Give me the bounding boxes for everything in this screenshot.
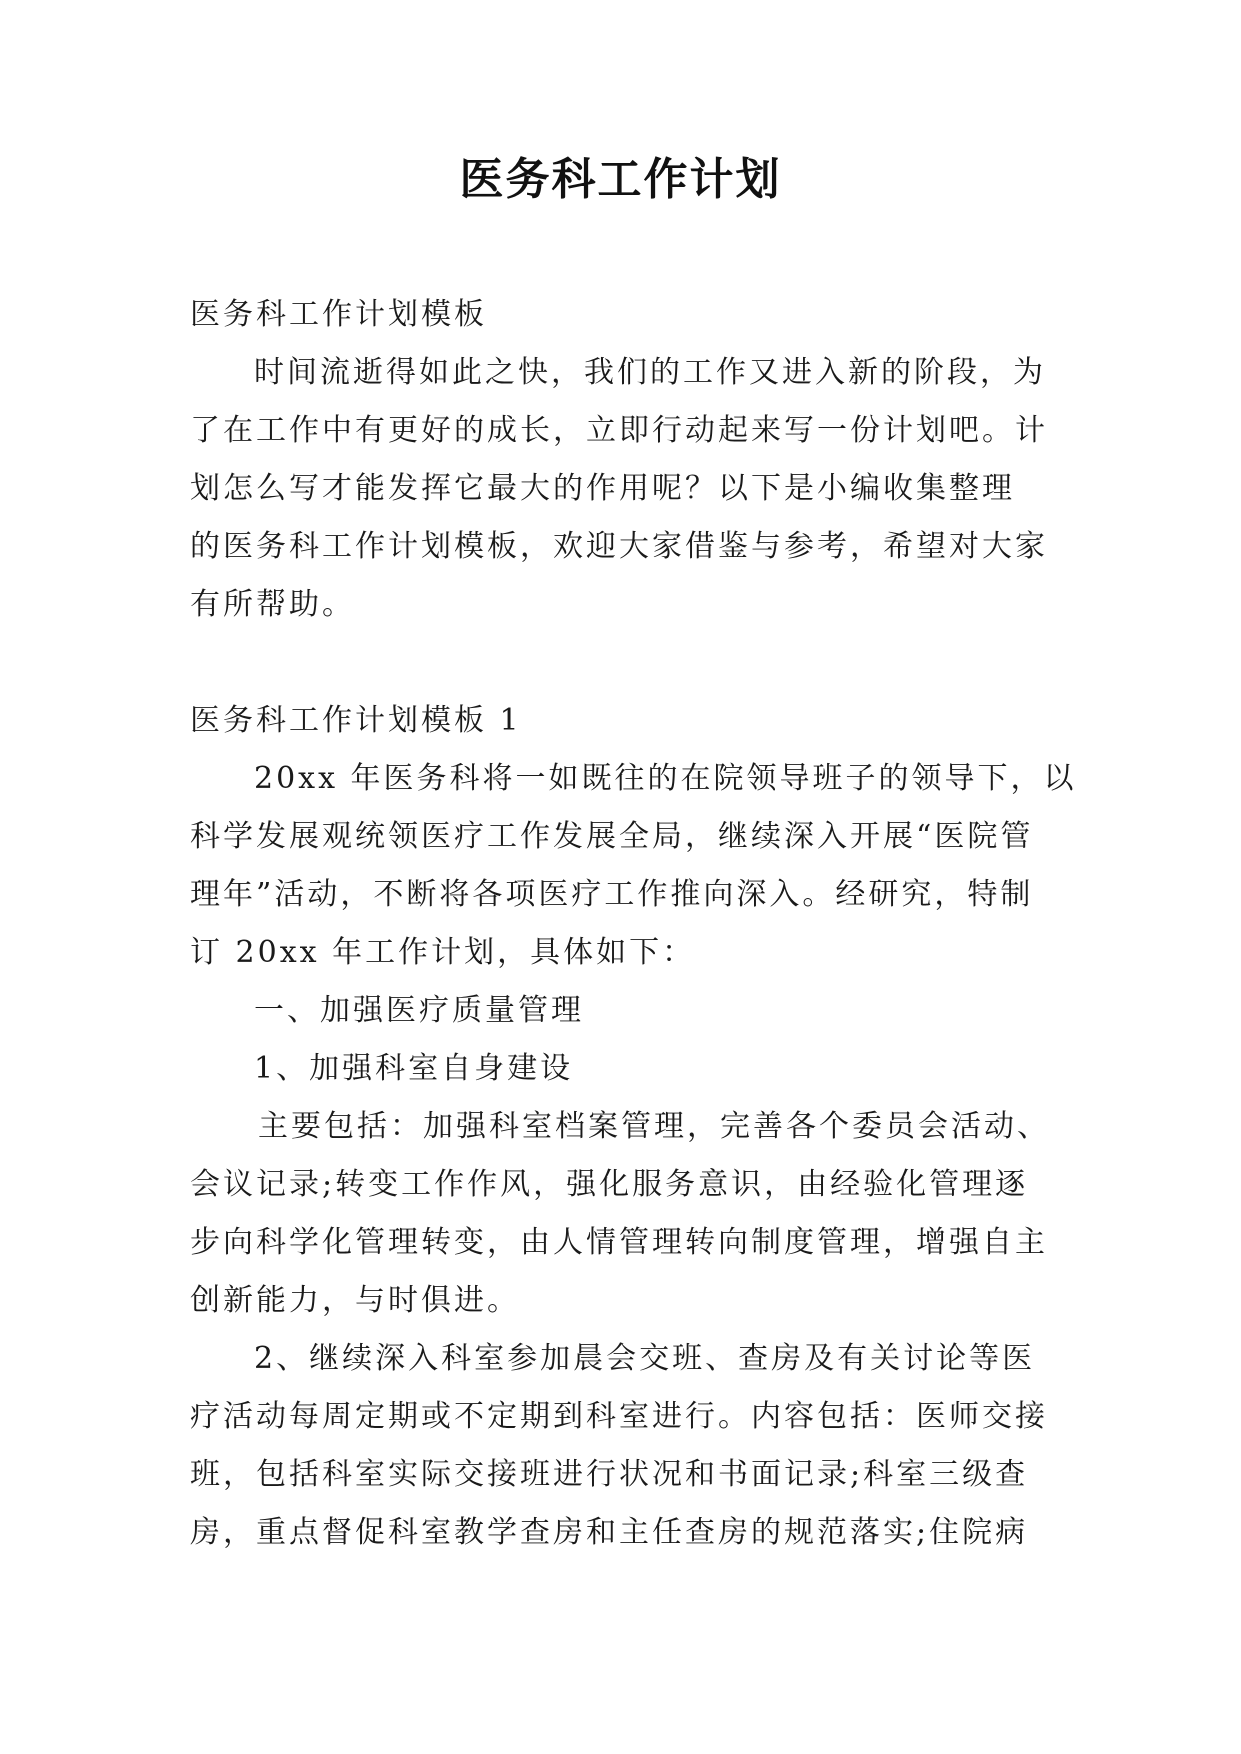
section-heading-template-1: 医务科工作计划模板 1: [190, 703, 522, 738]
paragraph-line: 了在工作中有更好的成长，立即行动起来写一份计划吧。计: [190, 413, 1048, 448]
paragraph-line: 会议记录;转变工作作风，强化服务意识，由经验化管理逐: [190, 1167, 1029, 1202]
subheading-quality-management: 一、加强医疗质量管理: [254, 993, 584, 1028]
subheading-department-construction: 1、加强科室自身建设: [254, 1051, 574, 1086]
paragraph-line: 的医务科工作计划模板，欢迎大家借鉴与参考，希望对大家: [190, 529, 1048, 564]
paragraph-line: 2、继续深入科室参加晨会交班、查房及有关讨论等医: [254, 1341, 1036, 1376]
paragraph-line: 理年”活动，不断将各项医疗工作推向深入。经研究，特制: [190, 877, 1034, 912]
document-title: 医务科工作计划: [459, 154, 782, 205]
paragraph-line: 创新能力，与时俱进。: [190, 1283, 520, 1318]
paragraph-line: 20xx 年医务科将一如既往的在院领导班子的领导下，以: [254, 761, 1077, 796]
paragraph-line: 有所帮助。: [190, 587, 355, 622]
blank-line: [190, 634, 1050, 692]
paragraph-line: 疗活动每周定期或不定期到科室进行。内容包括：医师交接: [190, 1399, 1048, 1434]
paragraph-line: 房，重点督促科室教学查房和主任查房的规范落实;住院病: [190, 1515, 1029, 1550]
document-body: [190, 286, 1077, 1562]
paragraph-line: 订 20xx 年工作计划，具体如下：: [190, 935, 696, 970]
section-heading-template: 医务科工作计划模板: [190, 297, 487, 332]
paragraph-line: 时间流逝得如此之快，我们的工作又进入新的阶段，为: [254, 355, 1046, 390]
paragraph-line: 主要包括：加强科室档案管理，完善各个委员会活动、: [258, 1109, 1050, 1144]
paragraph-line: 步向科学化管理转变，由人情管理转向制度管理，增强自主: [190, 1225, 1048, 1260]
paragraph-line: 划怎么写才能发挥它最大的作用呢？以下是小编收集整理: [190, 471, 1015, 506]
paragraph-line: 班，包括科室实际交接班进行状况和书面记录;科室三级查: [190, 1457, 1029, 1492]
paragraph-line: 科学发展观统领医疗工作发展全局，继续深入开展“医院管: [190, 819, 1034, 854]
